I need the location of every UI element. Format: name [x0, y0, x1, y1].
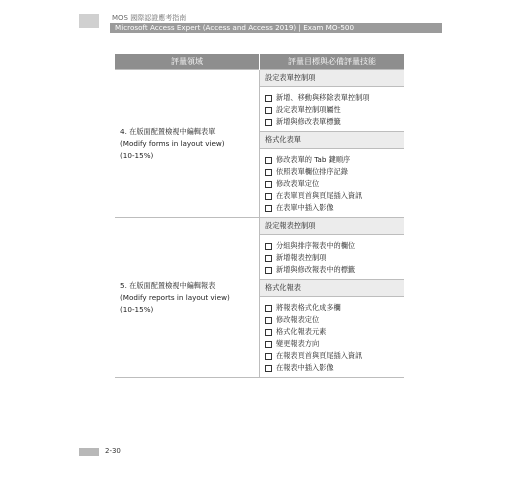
- checkbox-icon: [265, 329, 272, 336]
- domain-title: 4. 在版面配置檢視中編輯表單: [120, 126, 216, 136]
- skill-text: 在報表中插入影像: [276, 363, 334, 372]
- skill-list: [260, 87, 404, 131]
- checkbox-icon: [265, 205, 272, 212]
- list-item: [265, 92, 404, 104]
- skill-list: [260, 149, 404, 217]
- skill-list: [260, 235, 404, 279]
- list-item: [265, 338, 404, 350]
- skill-text: 新增、移動與移除表單控制項: [276, 93, 370, 102]
- skill-text: 將報表格式化成多欄: [276, 303, 341, 312]
- col-header-skills: 評量目標與必備評量技能: [260, 54, 405, 70]
- list-item: [265, 104, 404, 116]
- list-item: [265, 326, 404, 338]
- list-item: [265, 350, 404, 362]
- domain-english: (Modify reports in layout view): [120, 292, 230, 302]
- list-item: [265, 166, 404, 178]
- list-item: [265, 154, 404, 166]
- checkbox-icon: [265, 365, 272, 372]
- skill-text: 在報表頁首與頁尾插入資訊: [276, 351, 363, 360]
- skills-cell: [260, 70, 405, 218]
- checkbox-icon: [265, 255, 272, 262]
- domain-english: (Modify forms in layout view): [120, 138, 225, 148]
- skill-text: 在表單頁首與頁尾插入資訊: [276, 191, 363, 200]
- skill-text: 依照表單欄位排序記錄: [276, 167, 348, 176]
- checkbox-icon: [265, 169, 272, 176]
- list-item: [265, 314, 404, 326]
- domain-cell: [115, 218, 260, 378]
- skill-text: 修改表單定位: [276, 179, 320, 188]
- skill-list: [260, 297, 404, 377]
- col-header-domain: 評量領域: [115, 54, 260, 70]
- skill-text: 變更報表方向: [276, 339, 320, 348]
- skill-text: 設定表單控制項屬性: [276, 105, 341, 114]
- checkbox-icon: [265, 107, 272, 114]
- skill-text: 格式化報表元素: [276, 327, 327, 336]
- list-item: [265, 252, 404, 264]
- table-row: [115, 218, 404, 378]
- domain-cell: [115, 70, 260, 218]
- group-heading: 設定報表控制項: [260, 218, 404, 235]
- checkbox-icon: [265, 181, 272, 188]
- list-item: [265, 178, 404, 190]
- header-tab-block: [79, 14, 99, 28]
- checkbox-icon: [265, 353, 272, 360]
- skill-text: 分組與排序報表中的欄位: [276, 241, 356, 250]
- checkbox-icon: [265, 317, 272, 324]
- list-item: [265, 302, 404, 314]
- domain-title: 5. 在版面配置檢視中編輯報表: [120, 280, 216, 290]
- group-heading: 設定表單控制項: [260, 70, 404, 87]
- group-heading: 格式化表單: [260, 131, 404, 149]
- book-title: MOS 國際認證應考指南: [112, 14, 187, 22]
- list-item: [265, 116, 404, 128]
- page-tab-block: [79, 448, 99, 456]
- domain-weight: (10-15%): [120, 150, 154, 160]
- checkbox-icon: [265, 267, 272, 274]
- checkbox-icon: [265, 157, 272, 164]
- checkbox-icon: [265, 95, 272, 102]
- list-item: [265, 202, 404, 214]
- checkbox-icon: [265, 341, 272, 348]
- objectives-table: [115, 54, 404, 378]
- list-item: [265, 240, 404, 252]
- checkbox-icon: [265, 243, 272, 250]
- list-item: [265, 190, 404, 202]
- list-item: [265, 264, 404, 276]
- checkbox-icon: [265, 305, 272, 312]
- group-heading: 格式化報表: [260, 279, 404, 297]
- domain-weight: (10-15%): [120, 304, 154, 314]
- skill-text: 修改表單的 Tab 鍵順序: [276, 155, 351, 164]
- checkbox-icon: [265, 193, 272, 200]
- skill-text: 新增與修改報表中的標籤: [276, 265, 356, 274]
- list-item: [265, 362, 404, 374]
- exam-title-bar: Microsoft Access Expert (Access and Access 2019) | Exam MO-500: [110, 23, 442, 33]
- skill-text: 新增報表控制項: [276, 253, 327, 262]
- skill-text: 修改報表定位: [276, 315, 320, 324]
- skill-text: 在表單中插入影像: [276, 203, 334, 212]
- table-row: [115, 70, 404, 218]
- skills-cell: [260, 218, 405, 378]
- checkbox-icon: [265, 119, 272, 126]
- page-number: 2-30: [105, 447, 121, 455]
- skill-text: 新增與修改表單標籤: [276, 117, 341, 126]
